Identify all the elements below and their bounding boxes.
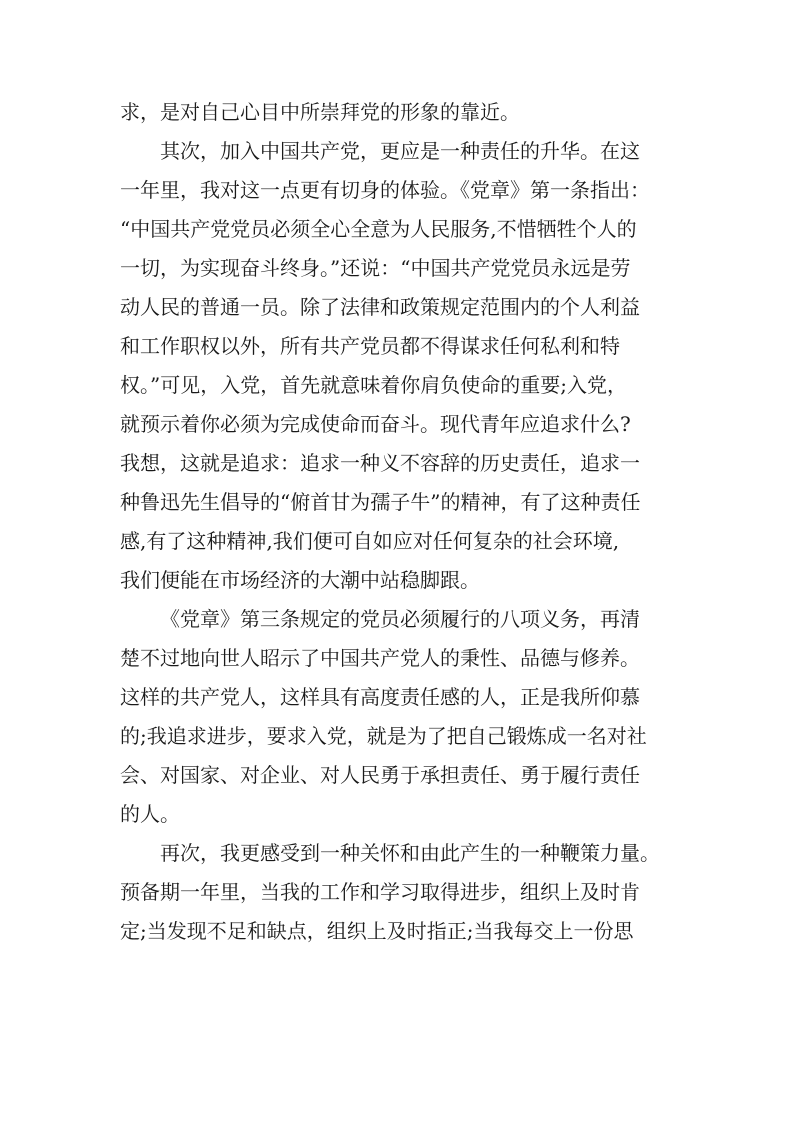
text-line: 的;我追求进步，要求入党，就是为了把自己锻炼成一名对社 [120,724,647,748]
text-line: 我想，这就是追求：追求一种义不容辞的历史责任，追求一 [120,451,640,475]
text-line: 动人民的普通一员。除了法律和政策规定范围内的个人利益 [120,295,640,319]
text-line: 权。”可见，入党，首先就意味着你肩负使命的重要;入党， [120,373,627,397]
text-line: 的人。 [120,802,180,826]
text-line: 和工作职权以外，所有共产党员都不得谋求任何私利和特 [120,334,620,358]
text-line: 《党章》第三条规定的党员必须履行的八项义务，再清 [160,607,640,631]
text-line: 一年里，我对这一点更有切身的体验。《党章》第一条指出： [120,178,650,202]
text-line: 其次，加入中国共产党，更应是一种责任的升华。在这 [160,139,640,163]
text-line: 楚不过地向世人昭示了中国共产党人的秉性、品德与修养。 [120,646,640,670]
text-line: “中国共产党党员必须全心全意为人民服务,不惜牺牲个人的 [120,217,637,241]
text-line: 再次，我更感受到一种关怀和由此产生的一种鞭策力量。 [160,841,660,865]
text-line: 就预示着你必须为完成使命而奋斗。现代青年应追求什么? [120,412,631,436]
text-line: 预备期一年里，当我的工作和学习取得进步，组织上及时肯 [120,880,640,904]
text-line: 定;当发现不足和缺点，组织上及时指正;当我每交上一份思 [120,919,634,943]
text-line: 求，是对自己心目中所崇拜党的形象的靠近。 [120,100,520,124]
document-body-text [120,93,680,951]
text-line: 我们便能在市场经济的大潮中站稳脚跟。 [120,568,480,592]
text-line: 种鲁迅先生倡导的“俯首甘为孺子牛”的精神，有了这种责任 [120,490,641,514]
text-line: 一切，为实现奋斗终身。”还说：“中国共产党党员永远是劳 [120,256,631,280]
text-line: 会、对国家、对企业、对人民勇于承担责任、勇于履行责任 [120,763,640,787]
text-line: 这样的共产党人，这样具有高度责任感的人，正是我所仰慕 [120,685,640,709]
text-line: 感,有了这种精神,我们便可自如应对任何复杂的社会环境, [120,529,620,553]
